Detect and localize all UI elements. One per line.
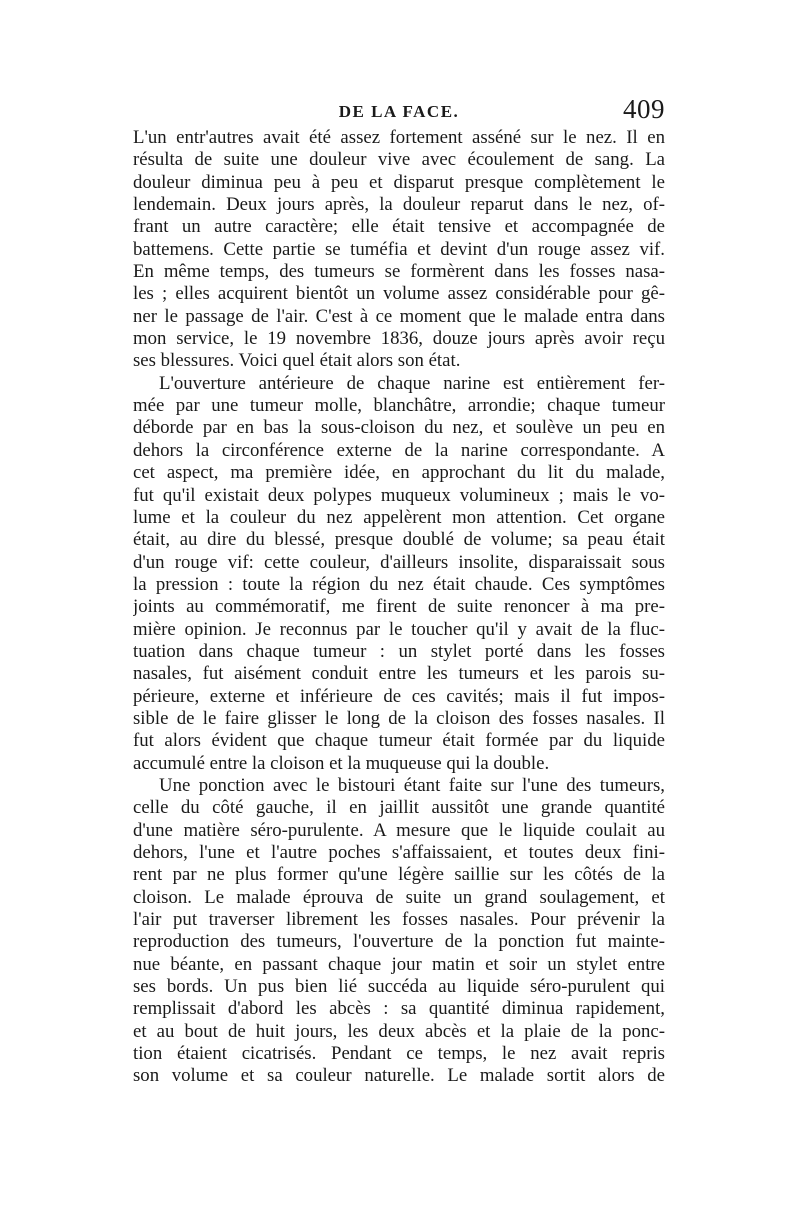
text-line: ses blessures. Voici quel était alors son état. <box>133 350 461 372</box>
text-line: la pression : toute la région du nez était chaude. Ces symptômes <box>133 573 665 595</box>
text-line: mière opinion. Je reconnus par le toucher qu'il y avait de la fluc- <box>133 618 665 640</box>
text-line: dehors, l'une et l'autre poches s'affaissaient, et toutes deux fini- <box>133 842 665 863</box>
text-line: l'air put traverser librement les fosses nasales. Pour prévenir la <box>133 909 665 931</box>
text-line: ner le passage de l'air. C'est à ce moment que le malade entra dans <box>133 305 665 327</box>
text-line: rent par ne plus former qu'une légère saillie sur les côtés de la <box>133 864 665 886</box>
text-line: En même temps, des tumeurs se formèrent dans les fosses nasa- <box>133 261 665 283</box>
text-line: remplissait d'abord les abcès : sa quantité diminua rapidement, <box>133 998 665 1020</box>
text-line: périeure, externe et inférieure de ces cavités; mais il fut impos- <box>133 685 665 707</box>
text-line: joints au commémoratif, me firent de suite renoncer à ma pre- <box>133 596 665 618</box>
text-line: lume et la couleur du nez appelèrent mon attention. Cet organe <box>133 506 665 528</box>
text-line: tion étaient cicatrisés. Pendant ce temps, le nez avait repris <box>133 1043 665 1065</box>
text-line: d'une matière séro-purulente. A mesure que le liquide coulait au <box>133 819 665 841</box>
text-line: frant un autre caractère; elle était tensive et accompagnée de <box>133 216 665 238</box>
text-line: tuation dans chaque tumeur : un stylet porté dans les fosses <box>133 640 665 662</box>
text-line: celle du côté gauche, il en jaillit aussitôt une grande quantité <box>133 797 665 819</box>
text-line: dehors la circonférence externe de la narine correspondante. A <box>133 439 665 461</box>
text-line: sible de le faire glisser le long de la cloison des fosses nasales. Il <box>133 707 665 729</box>
body-text <box>133 127 665 1088</box>
text-line: son volume et sa couleur naturelle. Le malade sortit alors de <box>133 1065 665 1087</box>
text-line: cet aspect, ma première idée, en approchant du lit du malade, <box>133 462 665 484</box>
text-line: L'un entr'autres avait été assez fortement asséné sur le nez. Il en <box>133 127 665 148</box>
text-line: reproduction des tumeurs, l'ouverture de la ponction fut mainte- <box>133 931 665 953</box>
text-line: battemens. Cette partie se tuméfia et devint d'un rouge assez vif. <box>133 238 665 260</box>
text-line: résulta de suite une douleur vive avec écoulement de sang. La <box>133 149 665 171</box>
running-title: DE LA FACE. <box>338 102 460 121</box>
paragraph-start-line: L'ouverture antérieure de chaque narine est entièrement fer- <box>159 372 665 394</box>
text-line: fut qu'il existait deux polypes muqueux volumineux ; mais le vo- <box>133 484 665 506</box>
text-line: et au bout de huit jours, les deux abcès et la plaie de la ponc- <box>133 1020 665 1042</box>
text-line: accumulé entre la cloison et la muqueuse qui la double. <box>133 752 550 774</box>
text-line: était, au dire du blessé, presque doublé de volume; sa peau était <box>133 529 665 551</box>
text-line: fut alors évident que chaque tumeur était formée par du liquide <box>133 730 665 752</box>
text-line: nue béante, en passant chaque jour matin et soir un stylet entre <box>133 953 665 975</box>
text-line: lendemain. Deux jours après, la douleur reparut dans le nez, of- <box>133 194 665 216</box>
text-line: mée par une tumeur molle, blanchâtre, arrondie; chaque tumeur <box>133 395 665 417</box>
text-line: d'un rouge vif: cette couleur, d'ailleurs insolite, disparaissait sous <box>133 551 665 573</box>
text-line: douleur diminua peu à peu et disparut presque complètement le <box>133 171 665 193</box>
text-line: déborde par en bas la sous-cloison du nez, et soulève un peu en <box>133 417 665 439</box>
text-line: les ; elles acquirent bientôt un volume assez considérable pour gê- <box>133 283 665 305</box>
text-line: mon service, le 19 novembre 1836, douze jours après avoir reçu <box>133 328 665 350</box>
running-head <box>133 94 665 128</box>
text-line: nasales, fut aisément conduit entre les tumeurs et les parois su- <box>133 663 665 685</box>
text-line: cloison. Le malade éprouva de suite un grand soulagement, et <box>133 886 665 908</box>
text-line: ses bords. Un pus bien lié succéda au liquide séro-purulent qui <box>133 976 665 998</box>
page-number: 409 <box>623 94 665 124</box>
paragraph-start-line: Une ponction avec le bistouri étant faite sur l'une des tumeurs, <box>159 774 665 796</box>
